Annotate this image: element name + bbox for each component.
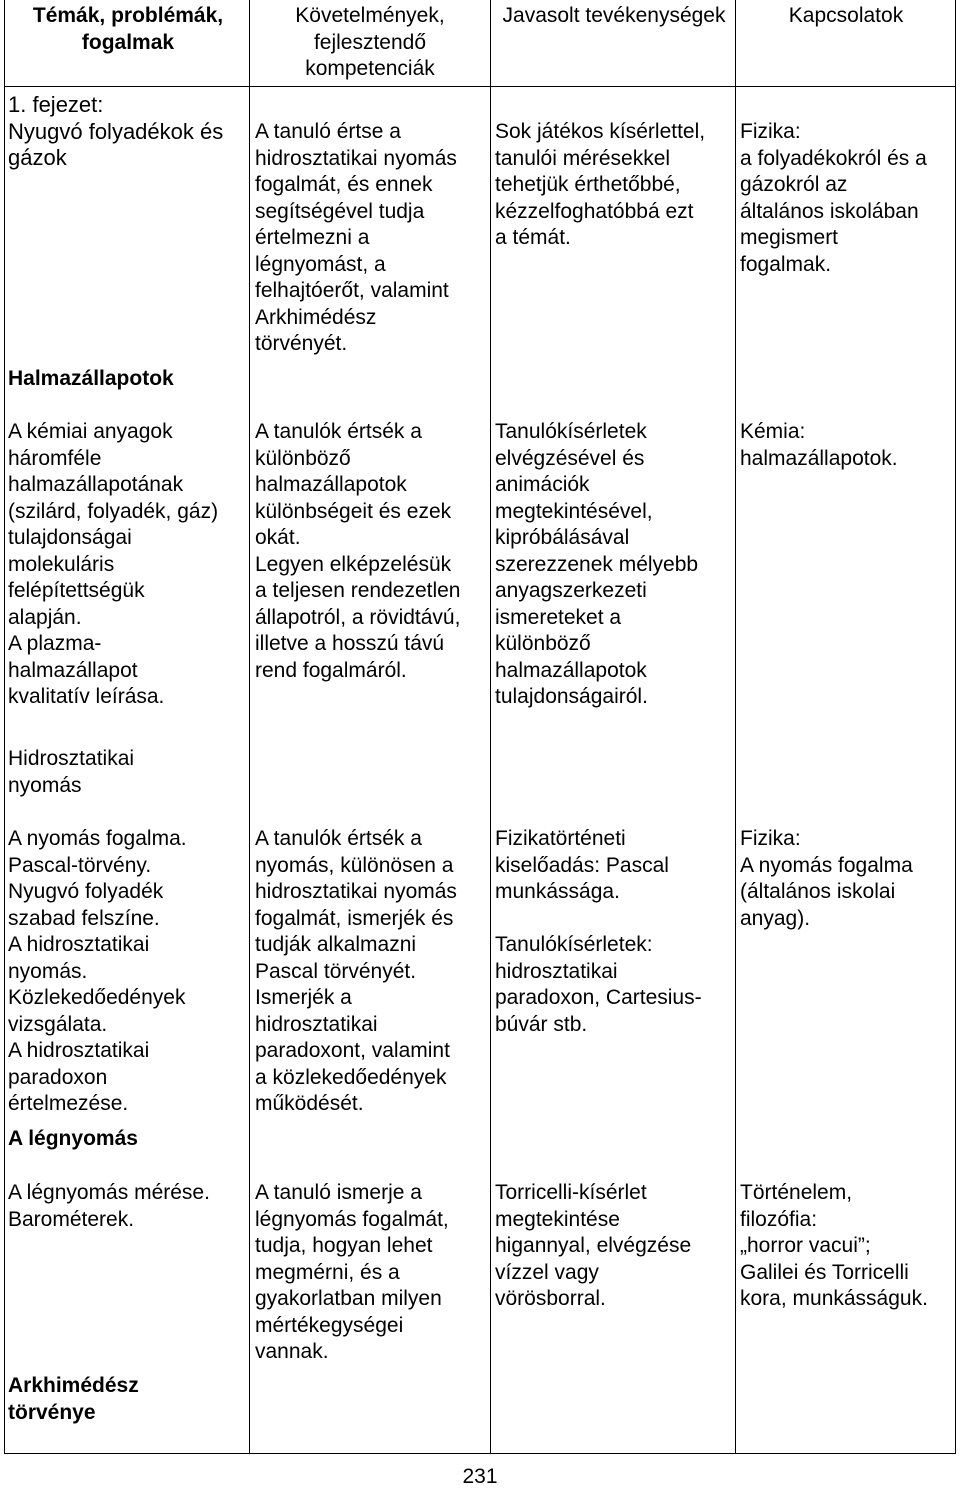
section2-requirements: A tanulók értsék a különböző halmazállapotok különbségeit és ezek okát. Legyen elképzelésük a teljesen rendezetlen állapotról, a rövidtávú, illetve a hosszú távú rend fogalmáról. [255,420,461,682]
page-number: 231 [462,1465,498,1488]
section3-activities-history: Fizikatörténeti kiselőadás: Pascal munkássága. [495,827,669,903]
section1-connections: Fizika: a folyadékokról és a gázokról az általános iskolában megismert fogalmak. [740,120,927,276]
section4-title: A légnyomás [8,1127,138,1150]
section2-topics: A kémiai anyagok háromféle halmazállapotának (szilárd, folyadék, gáz) tulajdonságai molekuláris felépítettségük alapján. A plazma- halmazállapot kvalitatív leírása. [8,420,219,708]
section1-title: 1. fejezet: Nyugvó folyadékok és gázok [8,92,224,170]
section1-activities: Sok játékos kísérlettel, tanulói mérésekkel tehetjük érthetőbbé, kézzelfoghatóbbá ezt a témát. [495,120,706,249]
section3-requirements: A tanulók értsék a nyomás, különösen a hidrosztatikai nyomás fogalmát, ismerjék és tudják alkalmazni Pascal törvényét. Ismerjék a hidrosztatikai paradoxont, valamint a közlekedőedények működését. [255,827,457,1115]
header-requirements: Követelmények, fejlesztendő kompetenciák [295,4,445,80]
section1-requirements: A tanuló értse a hidrosztatikai nyomás fogalmát, és ennek segítségével tudja értelmezni a légnyomást, a felhajtóerőt, valamint Arkhimédész törvényét. [255,120,457,355]
column-divider [735,0,736,1454]
column-divider [490,0,491,1454]
section3-topics: A nyomás fogalma. Pascal-törvény. Nyugvó folyadék szabad felszíne. A hidrosztatikai nyomás. Közlekedőedények vizsgálata. A hidrosztatikai paradoxon értelmezése. [8,827,187,1115]
section3-activities-experiments: Tanulókísérletek: hidrosztatikai paradoxon, Cartesius- búvár stb. [495,933,702,1036]
section2-connections: Kémia: halmazállapotok. [740,420,898,470]
header-topics: Témák, problémák, fogalmak [32,4,224,54]
section3-title: Hidrosztatikai nyomás [8,747,135,797]
section4-topics: A légnyomás mérése. Barométerek. [8,1181,210,1231]
section4-requirements: A tanuló ismerje a légnyomás fogalmát, tudja, hogyan lehet megmérni, és a gyakorlatban milyen mértékegységei vannak. [255,1181,449,1363]
header-connections: Kapcsolatok [788,4,904,27]
section2-activities: Tanulókísérletek elvégzésével és animációk megtekintésével, kipróbálásával szerezzenek mélyebb anyagszerkezeti ismereteket a különböző halmazállapotok tulajdonságairól. [495,420,699,708]
column-divider [249,0,250,1454]
header-activities: Javasolt tevékenységek [502,4,726,27]
header-divider [5,86,955,87]
section4-connections: Történelem, filozófia: „horror vacui”; Galilei és Torricelli kora, munkásságuk. [740,1181,928,1310]
section2-title: Halmazállapotok [8,367,174,390]
section4-activities: Torricelli-kísérlet megtekintése higannyal, elvégzése vízzel vagy vörösborral. [495,1181,692,1310]
section5-title: Arkhimédész törvénye [8,1374,139,1424]
section3-connections: Fizika: A nyomás fogalma (általános iskolai anyag). [740,827,913,930]
